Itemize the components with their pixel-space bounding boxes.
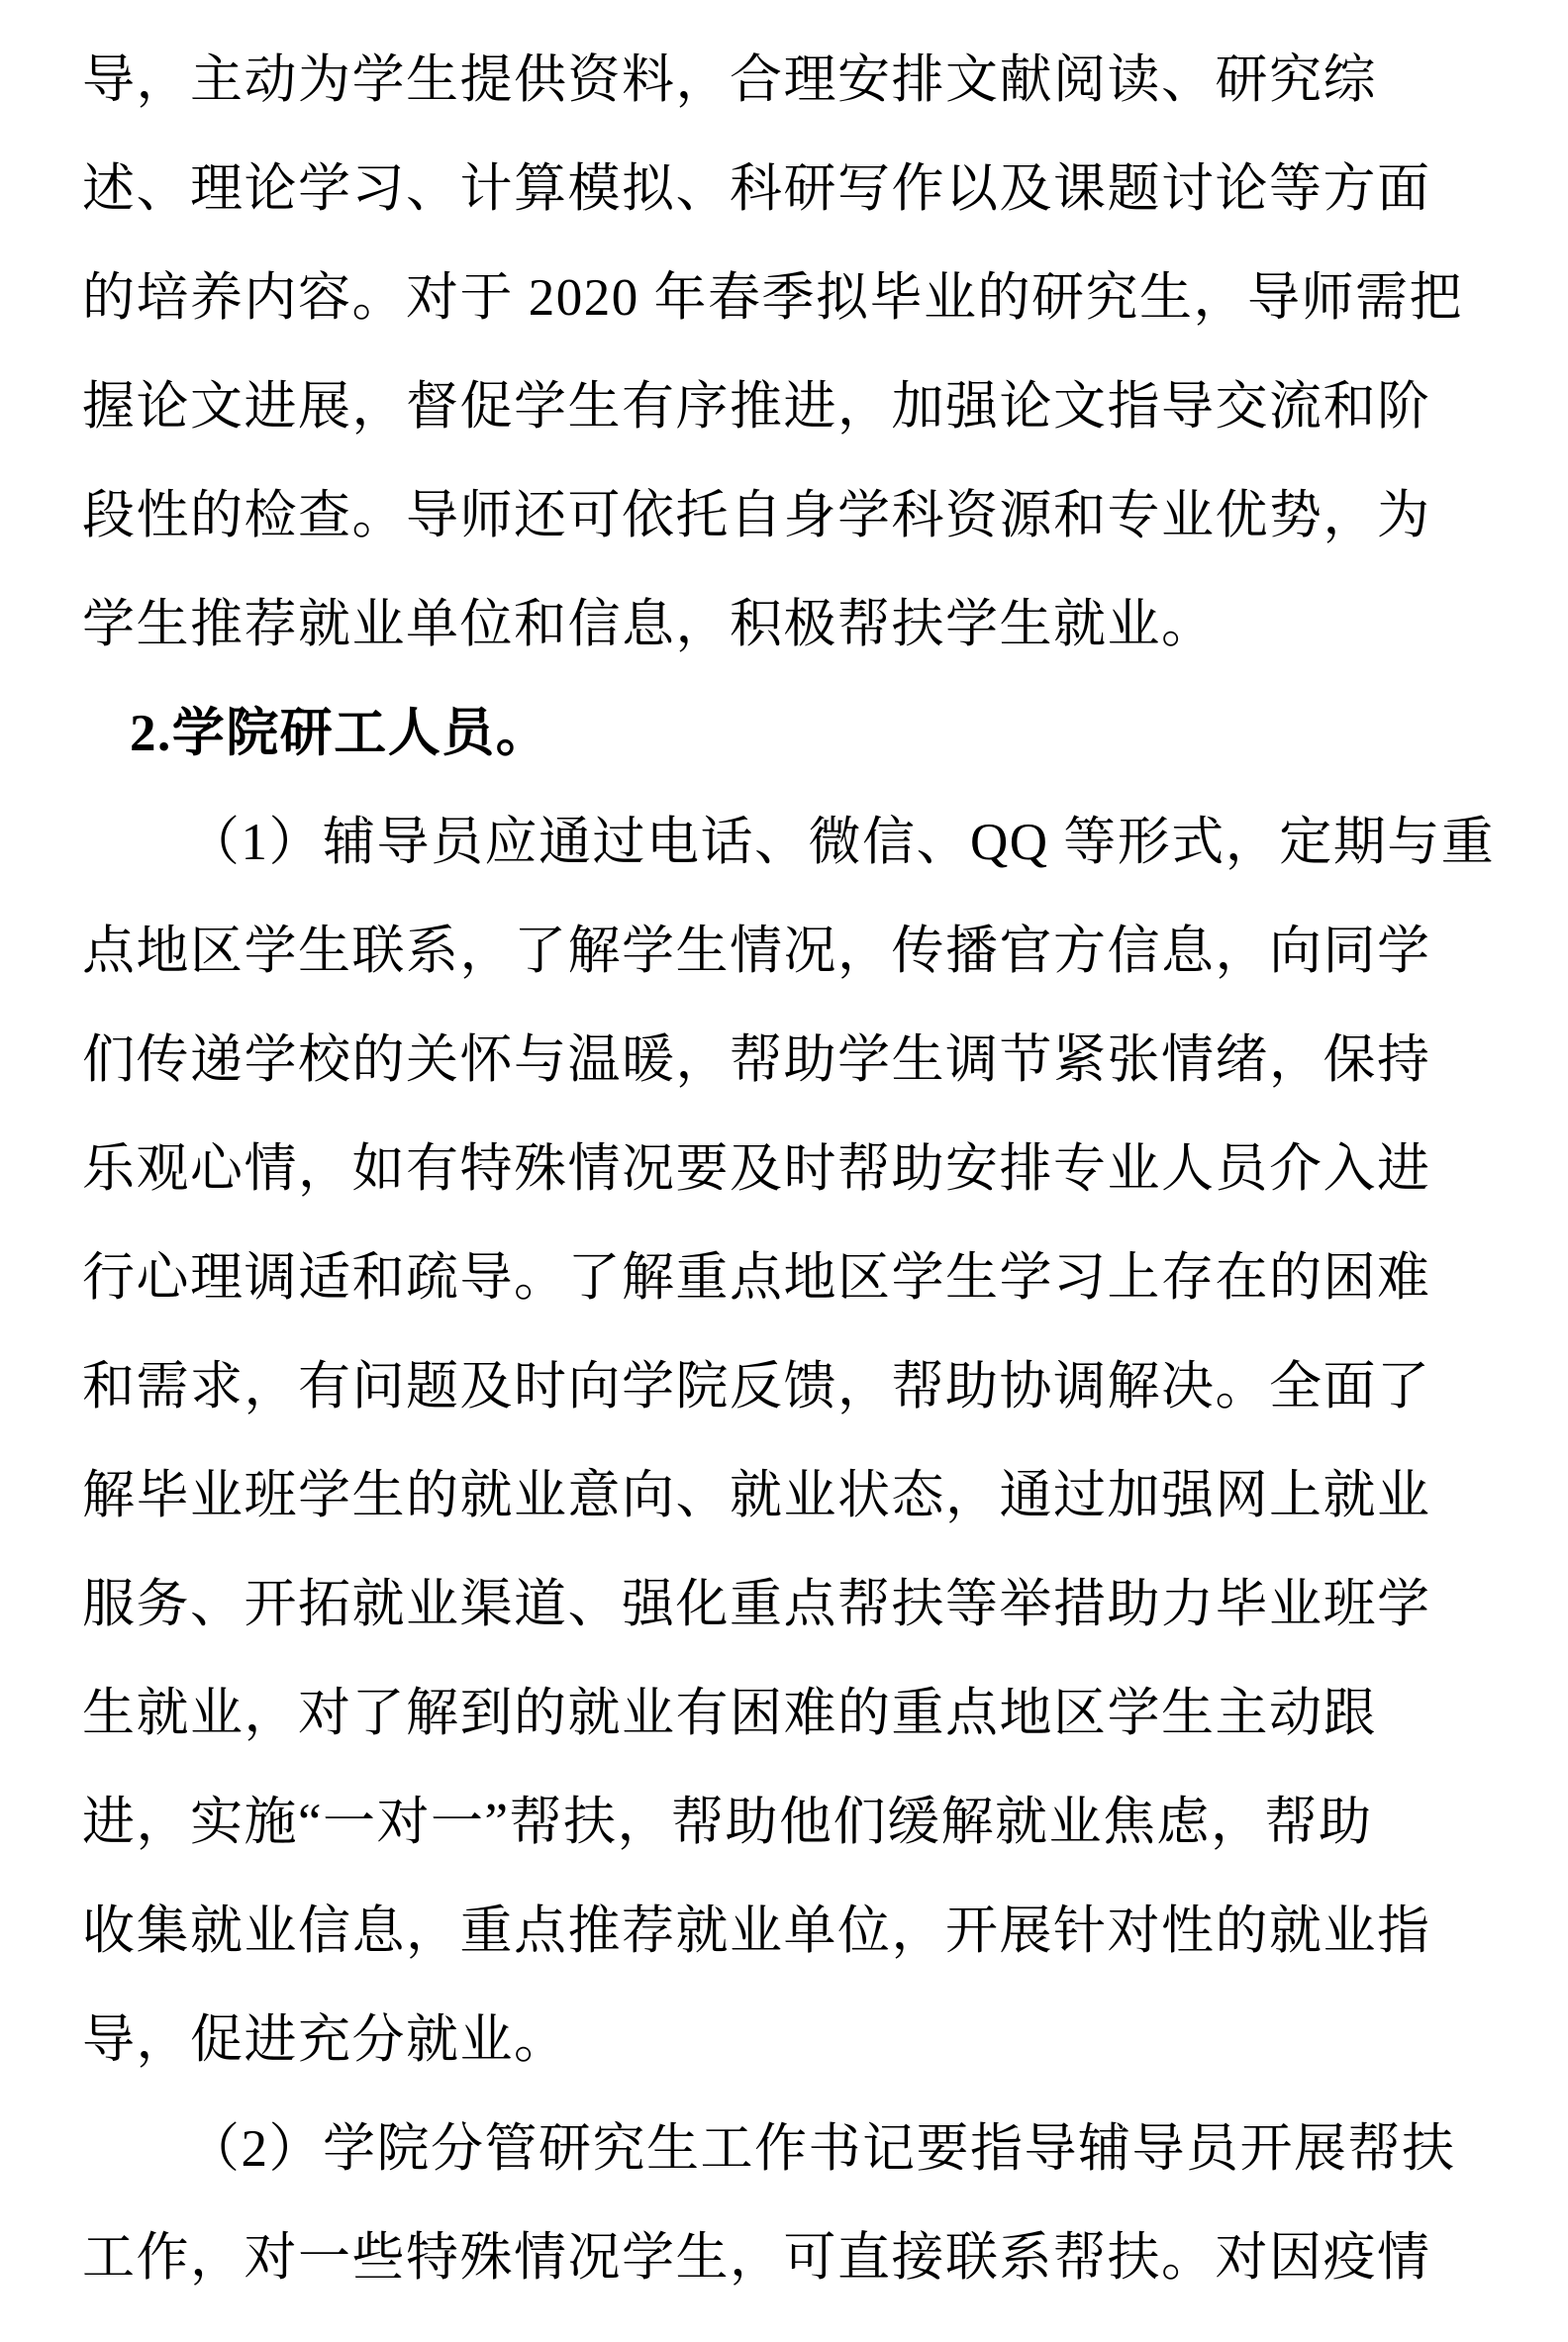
document-body — [82, 26, 1498, 2312]
text-line: 和需求，有问题及时向学院反馈，帮助协调解决。全面了 — [82, 1358, 1431, 1415]
text-line: （2）学院分管研究生工作书记要指导辅导员开展帮扶 — [187, 2120, 1456, 2178]
paragraph — [82, 2095, 1498, 2312]
text-line: 述、理论学习、计算模拟、科研写作以及课题讨论等方面 — [82, 160, 1431, 218]
text-line: 导，促进充分就业。 — [82, 2011, 568, 2069]
text-line: 乐观心情，如有特殊情况要及时帮助安排专业人员介入进 — [82, 1140, 1431, 1198]
text-line: 解毕业班学生的就业意向、就业状态，通过加强网上就业 — [82, 1467, 1431, 1524]
text-line: 2.学院研工人员。 — [130, 705, 550, 762]
text-line: 服务、开拓就业渠道、强化重点帮扶等举措助力毕业班学 — [82, 1576, 1431, 1633]
text-line: 点地区学生联系，了解学生情况，传播官方信息，向同学 — [82, 923, 1431, 980]
text-line: 段性的检查。导师还可依托自身学科资源和专业优势，为 — [82, 487, 1431, 544]
paragraph — [82, 26, 1498, 679]
paragraph — [82, 788, 1498, 2095]
text-line: 握论文进展，督促学生有序推进，加强论文指导交流和阶 — [82, 378, 1431, 436]
text-line: 收集就业信息，重点推荐就业单位，开展针对性的就业指 — [82, 1903, 1431, 1960]
text-line: 生就业，对了解到的就业有困难的重点地区学生主动跟 — [82, 1685, 1377, 1742]
text-line: 进，实施“一对一”帮扶，帮助他们缓解就业焦虑，帮助 — [82, 1794, 1373, 1851]
text-line: 的培养内容。对于 2020 年春季拟毕业的研究生，导师需把 — [82, 269, 1463, 327]
text-line: 导，主动为学生提供资料，合理安排文献阅读、研究综 — [82, 51, 1377, 109]
paragraph — [82, 679, 1498, 788]
text-line: 行心理调适和疏导。了解重点地区学生学习上存在的困难 — [82, 1249, 1431, 1307]
text-line: 学生推荐就业单位和信息，积极帮扶学生就业。 — [82, 596, 1216, 653]
text-line: （1）辅导员应通过电话、微信、QQ 等形式，定期与重 — [187, 814, 1496, 871]
text-line: 们传递学校的关怀与温暖，帮助学生调节紧张情绪，保持 — [82, 1031, 1431, 1089]
text-line: 工作，对一些特殊情况学生，可直接联系帮扶。对因疫情 — [82, 2229, 1431, 2287]
